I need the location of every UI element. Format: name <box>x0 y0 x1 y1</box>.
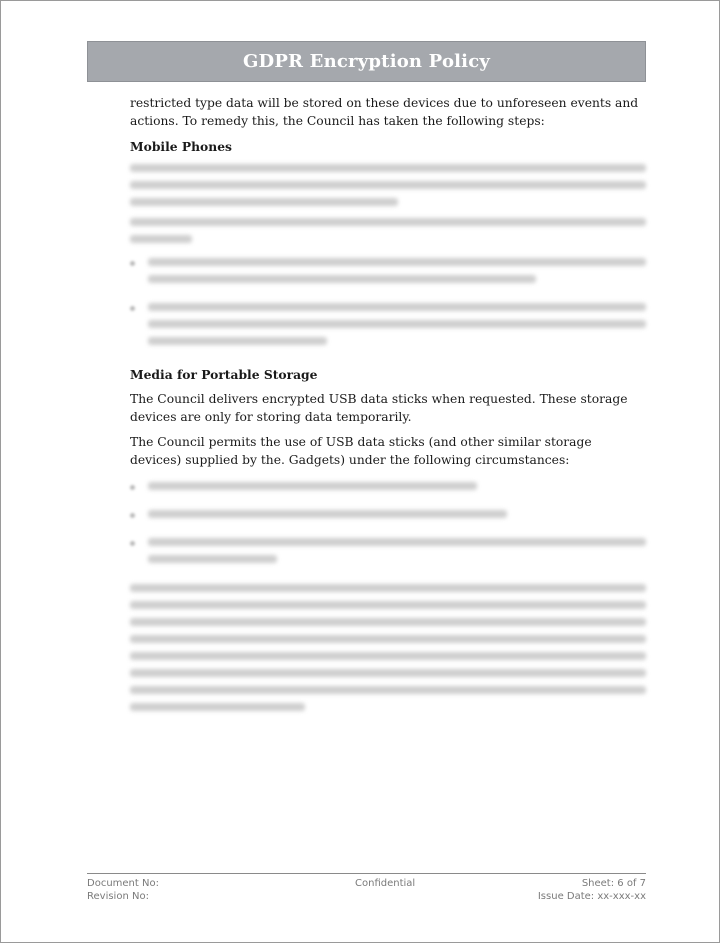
bullet-icon <box>130 513 135 518</box>
blurred-bullet-item <box>130 300 646 354</box>
blurred-bullet-item <box>130 507 646 527</box>
sheet-number: Sheet: 6 of 7 <box>581 878 646 889</box>
classification-label: Confidential <box>355 878 416 889</box>
bullet-icon <box>130 541 135 546</box>
media-paragraph-1: The Council delivers encrypted USB data sticks when requested. These storage devices are only for storing data temporarily. <box>130 392 628 424</box>
blurred-bullet-list <box>130 479 646 572</box>
mobile-phones-heading: Mobile Phones <box>130 139 232 154</box>
blurred-bullet-item <box>130 535 646 572</box>
intro-paragraph: restricted type data will be stored on these devices due to unforeseen events and actions. To remedy this, the Council has taken the following steps: <box>130 96 639 128</box>
blurred-bullet-item <box>130 255 646 292</box>
blurred-bullet-list <box>130 255 646 354</box>
blurred-paragraph <box>130 584 646 711</box>
bullet-icon <box>130 485 135 490</box>
blurred-bullet-item <box>130 479 646 499</box>
title-bar <box>87 41 646 82</box>
bullet-icon <box>130 261 135 266</box>
document-number-label: Document No: <box>87 878 159 889</box>
bullet-icon <box>130 306 135 311</box>
portable-storage-heading: Media for Portable Storage <box>130 366 318 382</box>
revision-number-label: Revision No: <box>87 891 149 902</box>
document-title: GDPR Encryption Policy <box>242 51 491 72</box>
footer-divider <box>87 873 646 874</box>
media-paragraph-2: The Council permits the use of USB data sticks (and other similar storage devices) supplied by the. Gadgets) under the following circumstances: <box>130 435 592 467</box>
document-body <box>130 95 646 723</box>
blurred-paragraph <box>130 164 646 206</box>
issue-date: Issue Date: xx-xxx-xx <box>537 891 646 902</box>
blurred-paragraph <box>130 218 646 243</box>
